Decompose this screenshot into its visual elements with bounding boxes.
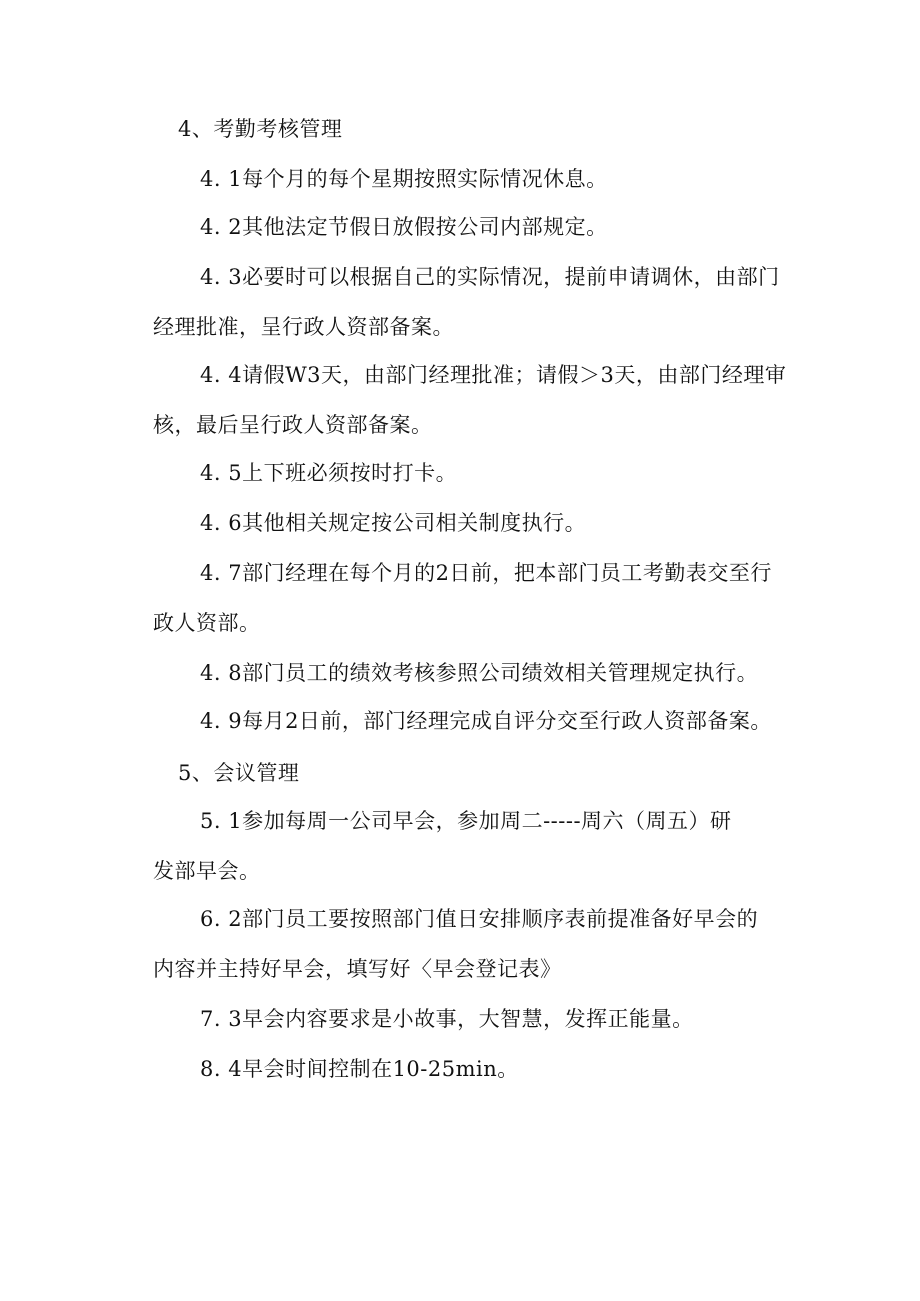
list-item-6-2-continued: 内容并主持好早会，填写好〈早会登记表》 <box>153 957 562 981</box>
list-item-4-4-continued: 核，最后呈行政人资部备案。 <box>153 413 433 437</box>
list-item-4-5: 4. 5上下班必须按时打卡。 <box>200 461 458 485</box>
list-item-5-1-continued: 发部早会。 <box>153 859 261 883</box>
section-heading-meetings: 5、会议管理 <box>178 761 300 785</box>
list-item-5-1: 5. 1参加每周一公司早会，参加周二-----周六（周五）研 <box>200 809 732 833</box>
list-item-8-4: 8. 4早会时间控制在10-25min。 <box>200 1057 519 1081</box>
list-item-4-6: 4. 6其他相关规定按公司相关制度执行。 <box>200 511 587 535</box>
list-item-4-9: 4. 9每月2日前，部门经理完成自评分交至行政人资部备案。 <box>200 709 772 733</box>
list-item-4-3: 4. 3必要时可以根据自己的实际情况，提前申请调休，由部门 <box>200 265 780 289</box>
list-item-7-3: 7. 3早会内容要求是小故事，大智慧，发挥正能量。 <box>200 1007 694 1031</box>
list-item-6-2: 6. 2部门员工要按照部门值日安排顺序表前提准备好早会的 <box>200 907 759 931</box>
list-item-4-2: 4. 2其他法定节假日放假按公司内部规定。 <box>200 215 608 239</box>
list-item-4-3-continued: 经理批准，呈行政人资部备案。 <box>153 315 454 339</box>
list-item-4-8: 4. 8部门员工的绩效考核参照公司绩效相关管理规定执行。 <box>200 661 759 685</box>
list-item-4-7-continued: 政人资部。 <box>153 611 261 635</box>
list-item-4-1: 4. 1每个月的每个星期按照实际情况休息。 <box>200 167 608 191</box>
section-heading-attendance: 4、考勤考核管理 <box>178 117 343 141</box>
list-item-4-4: 4. 4请假W3天，由部门经理批准；请假＞3天，由部门经理审 <box>200 363 787 387</box>
list-item-4-7: 4. 7部门经理在每个月的2日前，把本部门员工考勤表交至行 <box>200 561 772 585</box>
